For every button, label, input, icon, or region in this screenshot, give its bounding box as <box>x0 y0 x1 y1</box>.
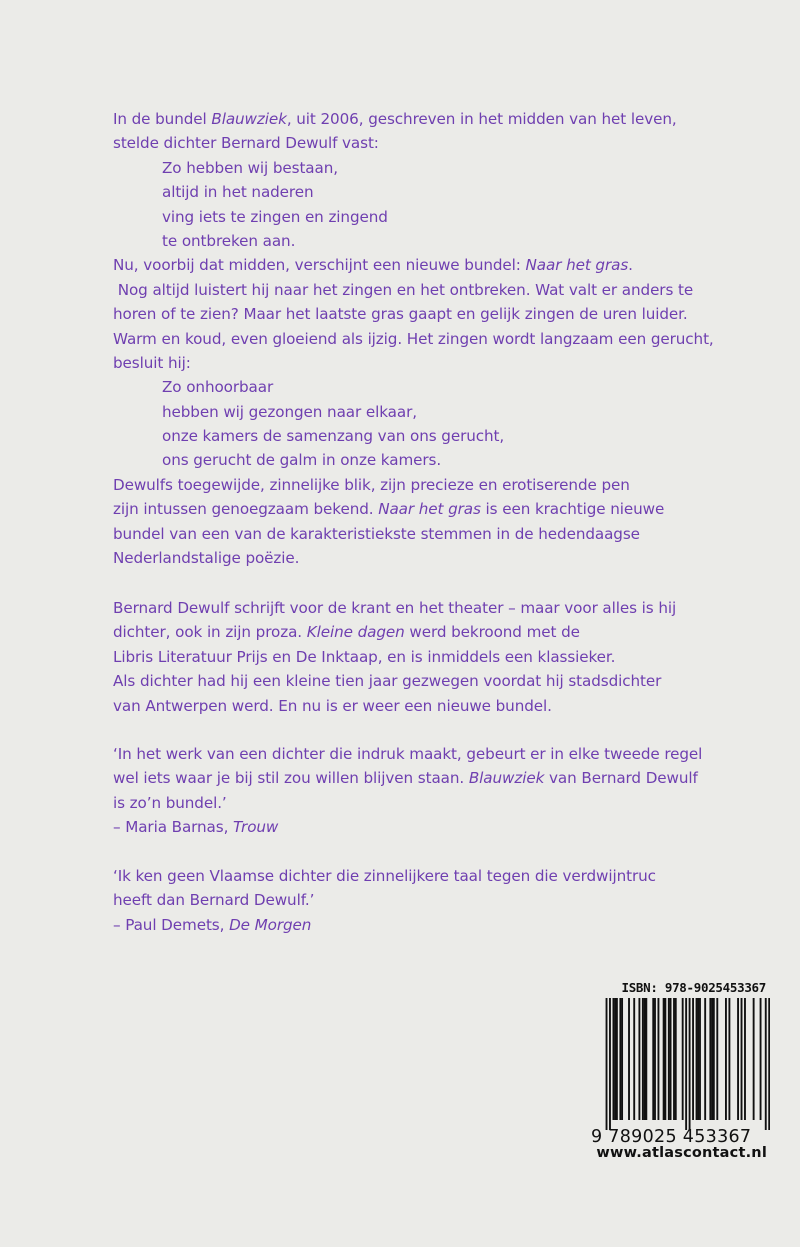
isbn-barcode <box>590 980 770 1147</box>
book-title: Naar het gras <box>378 500 481 519</box>
blurb-line: zijn intussen genoegzaam bekend. Naar het gras is een krachtige nieuwe <box>113 500 665 519</box>
bio-line: dichter, ook in zijn proza. Kleine dagen werd bekroond met de <box>113 623 580 642</box>
barcode-bar <box>765 998 767 1130</box>
barcode-bar <box>642 998 644 1120</box>
barcode-bar <box>725 998 727 1120</box>
barcode-bar <box>753 998 755 1120</box>
barcode-bar <box>689 998 691 1130</box>
quote-line: ‘In het werk van een dichter die indruk maakt, gebeurt er in elke tweede regel <box>113 745 703 763</box>
barcode-bar <box>768 998 770 1130</box>
barcode-bar <box>744 998 746 1120</box>
quote-attribution: – Maria Barnas, Trouw <box>113 818 279 837</box>
author-bio <box>113 596 713 718</box>
poem-line: altijd in het naderen <box>162 183 314 202</box>
barcode-bar <box>606 998 608 1130</box>
publisher-website: www.atlascontact.nl <box>596 1145 767 1161</box>
poem-line: te ontbreken aan. <box>162 231 296 250</box>
barcode-bar <box>616 998 618 1120</box>
barcode-bar <box>633 998 635 1120</box>
publication-name: De Morgen <box>229 915 312 934</box>
bio-line: Libris Literatuur Prijs en De Inktaap, en is inmiddels een klassieker. <box>113 647 616 666</box>
barcode-bar <box>697 998 699 1120</box>
barcode-bar <box>652 998 654 1120</box>
review-quote-trouw <box>113 742 713 840</box>
barcode-bars <box>590 998 770 1130</box>
barcode-bar <box>621 998 623 1120</box>
book-title: Blauwziek <box>211 110 287 128</box>
poem-line: Zo onhoorbaar <box>162 378 274 397</box>
barcode-bar <box>619 998 621 1120</box>
blurb-line: Nog altijd luistert hij naar het zingen en het ontbreken. Wat valt er anders te <box>113 280 694 299</box>
review-quote-de-morgen <box>113 864 713 937</box>
blurb-line: Nu, voorbij dat midden, verschijnt een nieuwe bundel: Naar het gras. <box>113 256 633 275</box>
barcode-bar <box>728 998 730 1120</box>
barcode-bar <box>696 998 698 1120</box>
barcode-bar <box>699 998 701 1120</box>
poem-line: Zo hebben wij bestaan, <box>162 158 338 177</box>
bio-line: Bernard Dewulf schrijft voor de krant en het theater – maar voor alles is hij <box>113 599 677 617</box>
poem-line: ons gerucht de galm in onze kamers. <box>162 451 442 470</box>
barcode-digits: 9 789025 453367 <box>591 1127 752 1147</box>
barcode-bar <box>685 998 687 1130</box>
bio-line: van Antwerpen werd. En nu is er weer een nieuwe bundel. <box>113 696 552 715</box>
barcode-bar <box>713 998 715 1120</box>
blurb-line: horen of te zien? Maar het laatste gras gaapt en gelijk zingen de uren luider. <box>113 305 688 324</box>
blurb-line: bundel van een van de karakteristiekste stemmen in de hedendaagse <box>113 524 640 543</box>
poem-line: ving iets te zingen en zingend <box>162 207 388 226</box>
blurb-line: In de bundel Blauwziek, uit 2006, geschreven in het midden van het leven, <box>113 110 677 128</box>
barcode-bar <box>663 998 665 1120</box>
publication-name: Trouw <box>233 818 279 837</box>
bio-line: Als dichter had hij een kleine tien jaar gezwegen voordat hij stadsdichter <box>113 672 662 691</box>
quote-line: heeft dan Bernard Dewulf.’ <box>113 891 315 910</box>
barcode-bar <box>737 998 739 1120</box>
barcode-bar <box>716 998 718 1120</box>
barcode-bar <box>741 998 743 1120</box>
poem-line: hebben wij gezongen naar elkaar, <box>162 402 417 421</box>
barcode-bar <box>654 998 656 1120</box>
book-title: Naar het gras <box>525 256 629 275</box>
blurb-line: Nederlandstalige poëzie. <box>113 549 300 568</box>
quote-attribution: – Paul Demets, De Morgen <box>113 915 312 934</box>
blurb-line: Warm en koud, even gloeiend als ijzig. Het zingen wordt langzaam een gerucht, <box>113 329 714 348</box>
back-cover-blurb <box>113 107 713 570</box>
barcode-bar <box>675 998 677 1120</box>
quote-line: ‘Ik ken geen Vlaamse dichter die zinnelijkere taal tegen die verdwijntruc <box>113 867 656 885</box>
barcode-bar <box>664 998 666 1120</box>
barcode-bar <box>704 998 706 1120</box>
barcode-bar <box>692 998 694 1120</box>
barcode-bar <box>711 998 713 1120</box>
book-title: Blauwziek <box>468 769 545 788</box>
barcode-bar <box>644 998 646 1120</box>
barcode-bar <box>658 998 660 1120</box>
quote-line: is zo’n bundel.’ <box>113 793 227 812</box>
poem-line: onze kamers de samenzang van ons gerucht, <box>162 427 505 446</box>
barcode-bar <box>609 998 611 1130</box>
barcode-bar <box>673 998 675 1120</box>
blurb-line: Dewulfs toegewijde, zinnelijke blik, zijn precieze en erotiserende pen <box>113 475 630 494</box>
barcode-bar <box>613 998 615 1120</box>
barcode-bar <box>709 998 711 1120</box>
book-title: Kleine dagen <box>306 623 405 642</box>
barcode-bar <box>670 998 672 1120</box>
blurb-line: stelde dichter Bernard Dewulf vast: <box>113 134 379 153</box>
blurb-line: besluit hij: <box>113 353 191 372</box>
barcode-bar <box>628 998 630 1120</box>
barcode-bar <box>638 998 640 1120</box>
barcode-bar <box>645 998 647 1120</box>
isbn-label: ISBN: 978-9025453367 <box>621 980 766 995</box>
barcode-bar <box>614 998 616 1120</box>
barcode-bar <box>760 998 762 1120</box>
barcode-bar <box>668 998 670 1120</box>
quote-line: wel iets waar je bij stil zou willen blijven staan. Blauwziek van Bernard Dewulf <box>113 769 698 788</box>
barcode-bar <box>682 998 684 1120</box>
